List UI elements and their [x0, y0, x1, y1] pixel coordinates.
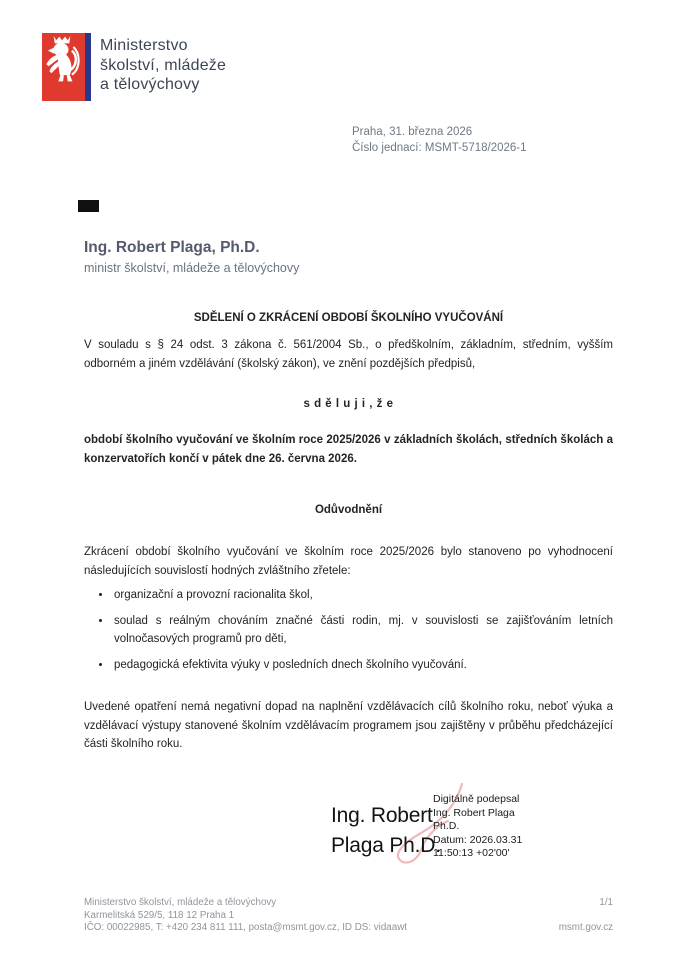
justification-heading: Odůvodnění [314, 504, 383, 516]
signature-detail-line: Digitálně podepsal [433, 793, 520, 805]
statement-paragraph: období školního vyučování ve školním roce 2025/2026 v základních školách, středních školách a konzervatořích končí v pátek dne 26. června 2026. [84, 434, 613, 465]
signature-display-name [331, 801, 441, 861]
footer-line: Ministerstvo školství, mládeže a tělovýchovy [84, 897, 277, 908]
ministry-website: msmt.gov.cz [558, 922, 613, 933]
ministry-name-line: a tělovýchovy [100, 76, 200, 93]
signature-name-line: Ing. Robert [331, 804, 433, 827]
ministry-name-line: Ministerstvo [100, 37, 188, 54]
bullet-item: • soulad s reálným chováním značné části rodin, mj. v souvislosti se zajišťováním letních volnočasových programů pro děti, [112, 612, 613, 649]
signature-detail-line: Datum: 2026.03.31 [433, 833, 523, 846]
signature-detail-line: Ph.D. [433, 820, 460, 832]
closing-paragraph: Uvedené opatření nemá negativní dopad na naplnění vzdělávacích cílů školního roku, neboť výuka a vzdělávací výstupy stanovené školním vzdělávacím programem jsou zajištěny v průběhu předcházející části školního roku. [84, 701, 613, 750]
letter-meta [352, 125, 527, 156]
author-role: ministr školství, mládeže a tělovýchovy [84, 261, 300, 275]
declaration-word: s d ě l u j i , ž e [303, 398, 394, 410]
bullet-item: • pedagogická efektivita výuky v posledních dnech školního vyučování. [112, 656, 613, 675]
ministry-name [100, 36, 226, 95]
redaction-box [78, 200, 99, 212]
signature-detail-line: 11:50:13 +02'00' [433, 847, 510, 859]
bullet-item: • organizační a provozní racionalita škol, [112, 586, 613, 605]
signature-name-line: Plaga Ph.D. [331, 834, 441, 857]
footer-line: IČO: 00022985, T: +420 234 811 111, posta@msmt.gov.cz, ID DS: vidaawt [84, 922, 407, 934]
logo-blue-stripe [85, 33, 91, 101]
footer-line: Karmelitská 529/5, 118 12 Praha 1 [84, 909, 235, 921]
ministry-logo [42, 33, 91, 101]
footer-contact-block [84, 897, 407, 935]
intro-paragraph: V souladu s § 24 odst. 3 zákona č. 561/2004 Sb., o předškolním, základním, středním, vyšším odborném a jiném vzdělávání (školský zákon), ve znění pozdějších předpisů, [84, 339, 613, 370]
signature-detail-line: Ing. Robert Plaga [433, 806, 515, 819]
place-date: Praha, 31. března 2026 [352, 126, 473, 138]
ministry-name-line: školství, mládeže [100, 56, 227, 74]
justification-intro: Zkrácení období školního vyučování ve školním roce 2025/2026 bylo stanoveno po vyhodnocení následujících souvislostí hodných zvláštního zřetele: [84, 546, 613, 577]
signature-details [433, 793, 545, 861]
justification-bullet-list [84, 586, 613, 681]
letter-title: SDĚLENÍ O ZKRÁCENÍ OBDOBÍ ŠKOLNÍHO VYUČOVÁNÍ [193, 312, 504, 324]
czech-lion-coat-of-arms-icon [44, 35, 80, 83]
reference-number: Číslo jednací: MSMT-5718/2026-1 [352, 141, 527, 154]
author-name: Ing. Robert Plaga, Ph.D. [84, 239, 260, 256]
page-number: 1/1 [599, 897, 613, 908]
